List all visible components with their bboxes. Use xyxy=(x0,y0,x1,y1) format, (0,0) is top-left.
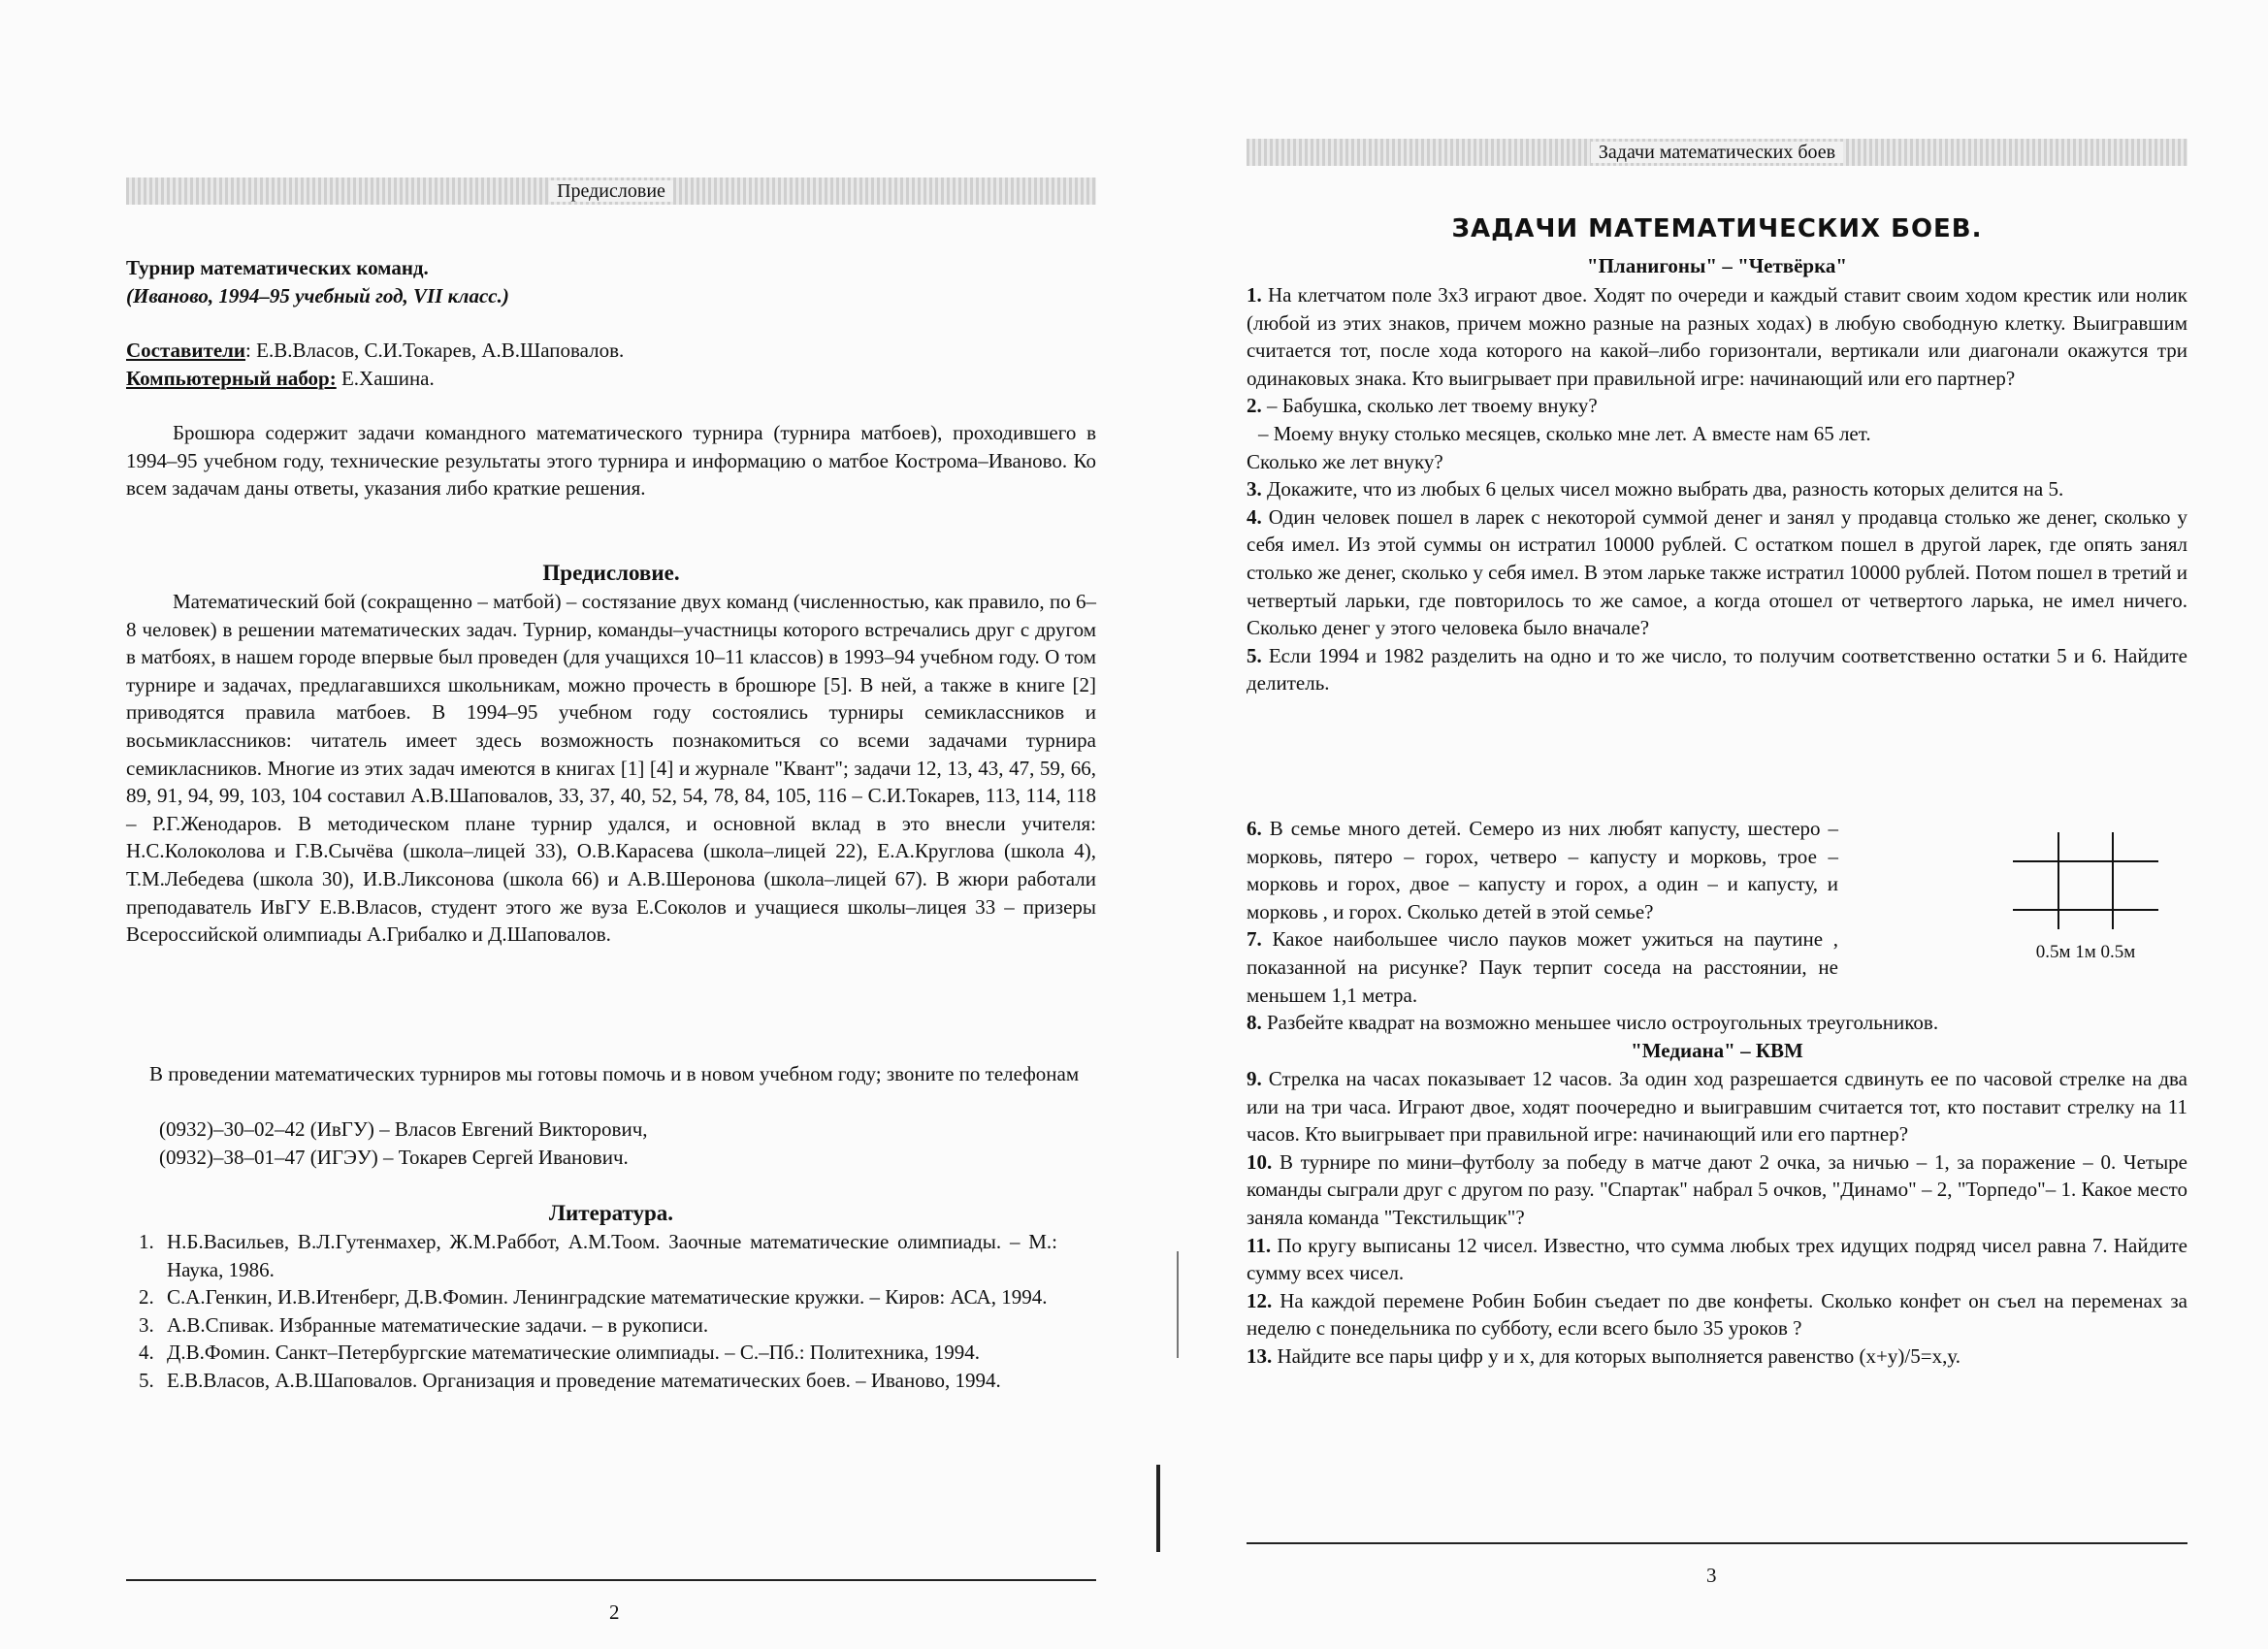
left-footer-rule xyxy=(126,1579,1096,1581)
problem-1: 1. На клетчатом поле 3х3 играют двое. Ходят по очереди и каждый ставит своим ходом крестик или нолик (любой из этих знаков, причем можно разные на разных ходах) в любую свободную клетку. Выигравшим считается тот, после хода которого на какой–либо горизонтали, вертикали или диагонали окажутся три одинаковых знака. Кто выигрывает при правильной игре: начинающий или его партнер? xyxy=(1247,283,2187,390)
compilers-label: Составители xyxy=(126,339,246,362)
problem-11: 11. По кругу выписаны 12 чисел. Известно, что сумма любых трех идущих подряд чисел равна 7. Найдите сумму всех чисел. xyxy=(1247,1233,2188,1285)
literature-heading: Литература. xyxy=(548,1201,674,1225)
tournament-subtitle: (Иваново, 1994–95 учебный год, VII класс.) xyxy=(126,283,509,307)
problem-8: 8. Разбейте квадрат на возможно меньшее число остроугольных треугольников. xyxy=(1247,1011,1939,1034)
title-block xyxy=(126,254,1096,309)
problems-block-a xyxy=(1247,281,2187,697)
problem-12: 12. На каждой перемене Робин Бобин съедает по две конфеты. Сколько конфет он съел на переменах за неделю с понедельника по субботу, если всего было 35 уроков ? xyxy=(1247,1288,2187,1341)
contact-paragraph: В проведении математических турниров мы готовы помочь и в новом учебном году; звоните по телефонам xyxy=(149,1062,1080,1085)
problem-2-question: Сколько же лет внуку? xyxy=(1247,449,1443,473)
tournament-title: Турнир математических команд. xyxy=(126,256,429,279)
figure-dimension-labels: 0.5м 1м 0.5м xyxy=(2035,942,2136,962)
right-page-number: 3 xyxy=(1706,1564,1717,1587)
compilers-value: : Е.В.Власов, С.И.Токарев, А.В.Шаповалов. xyxy=(245,339,625,362)
problems-6-7 xyxy=(1247,815,2187,1009)
abstract-paragraph: Брошюра содержит задачи командного математического турнира (турнира матбоев), проходившего в 1994–95 учебном году, технические результаты этого турнира и информацию о матбое Кострома–Иваново. Ко всем задачам даны ответы, указания либо краткие решения. xyxy=(126,421,1096,501)
typing-value: Е.Хашина. xyxy=(336,366,435,390)
problem-3: 3. Докажите, что из любых 6 целых чисел можно выбрать два, разность которых делится на 5. xyxy=(1247,477,2064,501)
right-footer-rule xyxy=(1247,1542,2187,1544)
literature-item: 3. А.В.Спивак. Избранные математические задачи. – в рукописи. xyxy=(159,1311,1057,1340)
left-running-header xyxy=(126,178,1096,205)
phone-tokarev: (0932)–38–01–47 (ИГЭУ) – Токарев Сергей Иванович. xyxy=(159,1145,629,1169)
problem-7: 7. Какое наибольшее число пауков может ужиться на паутине , показанной на рисунке? Паук терпит соседа на расстоянии, не меньшем 1,1 метра. xyxy=(1247,927,1838,1007)
problem-4: 4. Один человек пошел в ларек с некоторой суммой денег и занял у продавца столько же денег, сколько у себя имел. Из этой суммы он истратил 10000 рублей. С остатком пошел в другой ларек, где опять занял столько же денег, сколько у себя имел. В этом ларьке также истратил 10000 рублей. Потом пошел в третий и четвертый ларьки, где повторилось то же самое, а когда отошел от четвертого ларька, не имел ничего. Сколько денег у этого человека было вначале? xyxy=(1247,504,2188,640)
credits-block xyxy=(126,337,1096,392)
right-page xyxy=(1247,0,2187,1649)
compilers-line xyxy=(126,337,1096,365)
right-running-header xyxy=(1247,139,2187,166)
literature-list xyxy=(126,1228,1057,1395)
preface-paragraph: Математический бой (сокращенно – матбой) – состязание двух команд (численностью, как правило, по 6–8 человек) в решении математических задач. Турнир, команды–участницы которого встречались друг с другом в матбоях, в нашем городе впервые был проведен (для учащихся 10–11 классов) в 1993–94 учебном году. О том турнире и задачах, предлагавшихся школьникам, можно прочесть в брошюре [5]. В ней, а также в книге [2] приводятся правила матбоев. В 1994–95 учебном году состоялись турниры семиклассников и восьмиклассников: читатель имеет здесь возможность познакомиться со всеми задачами турнира семикласников. Многие из этих задач имеются в книгах [1] [4] и журнале "Квант"; задачи 12, 13, 43, 47, 59, 66, 89, 91, 94, 99, 103, 104 составил А.В.Шаповалов, 33, 37, 40, 52, 54, 78, 84, 105, 116 – С.И.Токарев, 113, 114, 118 – Р.Г.Женодаров. В методическом плане турнир удался, и основной вклад в это внесли учителя: Н.С.Колоколова и Г.В.Сычёва (школа–лицей 33), О.В.Карасева (школа–лицей 22), Е.А.Круглова (школа 4), Т.М.Лебедева (школа 30), И.В.Ликсонова (школа 66) и А.В.Шеронова (школа–лицей 67). В жюри работали преподаватель ИвГУ Е.В.Власов, студент этого же вуза Е.Соколов и учащиеся школы–лицея 33 – призеры Всероссийской олимпиады А.Грибалко и Д.Шаповалов. xyxy=(126,590,1096,947)
problem-5: 5. Если 1994 и 1982 разделить на одно и то же число, то получим соответственно остатки 5 и 6. Найдите делитель. xyxy=(1247,643,2187,695)
spider-web-figure xyxy=(2008,832,2163,967)
binding-mark xyxy=(1156,1465,1160,1552)
problem-8-block xyxy=(1247,1009,2187,1037)
binding-mark xyxy=(1177,1251,1179,1358)
web-diagram xyxy=(2008,832,2163,929)
right-header-text: Задачи математических боев xyxy=(1591,142,1843,163)
match2-title: "Медиана" – КВМ xyxy=(1631,1039,1803,1062)
problem-13: 13. Найдите все пары цифр у и х, для которых выполняется равенство (х+у)/5=х,у. xyxy=(1247,1343,1960,1368)
problem-9: 9. Стрелка на часах показывает 12 часов. За один ход разрешается сдвинуть ее по часовой стрелке на два или на три часа. Играют двое, ходят поочередно и выигравшим считается тот, кто поставит стрелку на 11 часов. Кто выигрывает при правильной игре: начинающий или его партнер? xyxy=(1247,1067,2187,1147)
problems-block-b xyxy=(1247,1065,2187,1371)
phone-vlasov: (0932)–30–02–42 (ИвГУ) – Власов Евгений Викторович, xyxy=(159,1117,648,1141)
literature-item: 1. Н.Б.Васильев, В.Л.Гутенмахер, Ж.М.Раббот, А.М.Тоом. Заочные математические олимпиады. – М.: Наука, 1986. xyxy=(159,1228,1057,1283)
problem-6: 6. В семье много детей. Семеро из них любят капусту, шестеро – морковь, пятеро – горох, четверо – капусту и морковь, трое – морковь и горох, двое – капусту и горох, а один – и капусту, и морковь , и горох. Сколько детей в этой семье? xyxy=(1247,817,1838,923)
typing-line xyxy=(126,365,1096,393)
problem-2: 2. – Бабушка, сколько лет твоему внуку? xyxy=(1247,394,1598,418)
match1-title: "Планигоны" – "Четвёрка" xyxy=(1586,254,1848,277)
left-page xyxy=(126,0,1096,1649)
problem-10: 10. В турнире по мини–футболу за победу в матче дают 2 очка, за ничью – 1, за поражение – 0. Четыре команды сыграли друг с другом по разу. "Спартак" набрал 5 очков, "Динамо" – 2, "Торпедо"– 1. Какое место заняла команда "Текстильщик"? xyxy=(1247,1149,2187,1229)
literature-item: 2. С.А.Генкин, И.В.Итенберг, Д.В.Фомин. Ленинградские математические кружки. – Киров: АСА, 1994. xyxy=(159,1283,1057,1311)
preface-heading: Предисловие. xyxy=(542,561,680,585)
typing-label: Компьютерный набор: xyxy=(126,366,337,390)
main-title: ЗАДАЧИ МАТЕМАТИЧЕСКИХ БОЕВ. xyxy=(1451,214,1983,243)
left-page-number: 2 xyxy=(609,1600,620,1624)
left-header-text: Предисловие xyxy=(549,180,673,202)
phones-block xyxy=(126,1116,1096,1171)
problem-2-answer: – Моему внуку столько месяцев, сколько мне лет. А вместе нам 65 лет. xyxy=(1258,421,1871,445)
literature-item: 4. Д.В.Фомин. Санкт–Петербургские математические олимпиады. – С.–Пб.: Политехника, 1994. xyxy=(159,1339,1057,1367)
literature-item: 5. Е.В.Власов, А.В.Шаповалов. Организация и проведение математических боев. – Иваново, 1994. xyxy=(159,1367,1057,1395)
